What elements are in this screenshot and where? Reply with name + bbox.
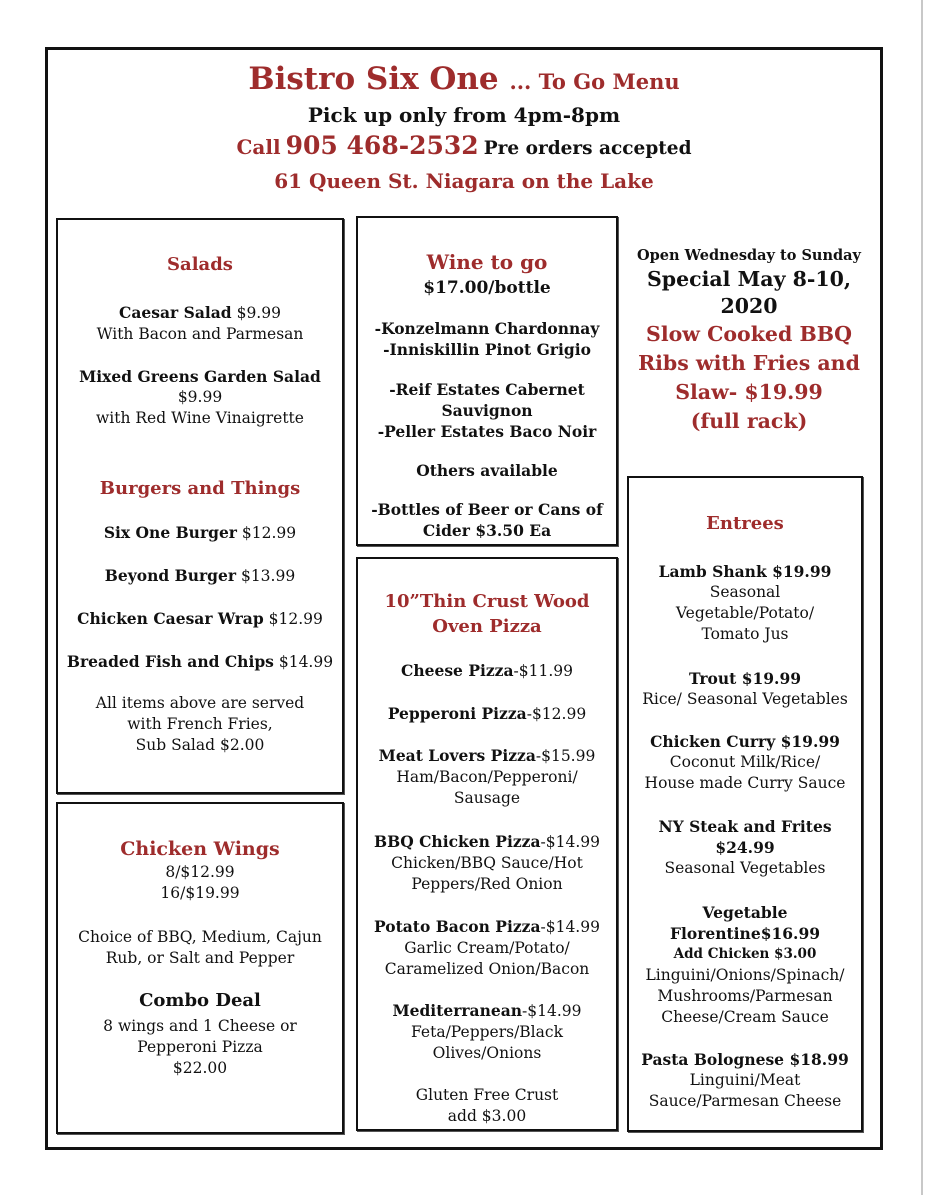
special-dish-line: Ribs with Fries and <box>638 351 860 375</box>
burger-item <box>58 565 342 587</box>
caesar-desc: With Bacon and Parmesan <box>96 325 304 343</box>
greens-desc: with Red Wine Vinaigrette <box>96 409 304 427</box>
restaurant-name: Bistro Six One <box>248 61 499 97</box>
pizza-desc: Ham/Bacon/Pepperoni/ <box>396 768 578 786</box>
burger-item-price: $12.99 <box>268 610 323 628</box>
entree-desc: Linguini/Onions/Spinach/ <box>645 966 845 984</box>
entree-desc: Cheese/Cream Sauce <box>661 1008 829 1026</box>
gluten-free-note <box>358 1085 616 1127</box>
combo-line: 8 wings and 1 Cheese or <box>103 1017 297 1035</box>
special-dish <box>620 320 878 436</box>
pizza-heading <box>358 589 616 639</box>
wine-box <box>356 216 618 546</box>
menu-header <box>48 60 880 196</box>
entree-name: Vegetable <box>702 903 788 922</box>
caesar-price: $9.99 <box>236 304 281 322</box>
pizza-heading-line: Oven Pizza <box>432 616 542 637</box>
menu-subtitle: ... To Go Menu <box>509 69 680 94</box>
pizza-item <box>358 831 616 895</box>
wine-heading: Wine to go <box>426 250 548 274</box>
pizza-item <box>358 703 616 725</box>
burger-item <box>58 522 342 544</box>
pizza-item <box>358 660 616 682</box>
pizza-name: BBQ Chicken Pizza <box>374 832 541 851</box>
pizza-price: -$14.99 <box>540 833 600 851</box>
wine-list-red <box>358 379 616 442</box>
entree-desc: Sauce/Parmesan Cheese <box>648 1092 842 1110</box>
entree-desc: Tomato Jus <box>701 625 789 643</box>
special-dish-line: (full rack) <box>690 409 808 433</box>
pizza-item <box>358 1000 616 1064</box>
pizza-name: Potato Bacon Pizza <box>374 917 541 936</box>
entree-desc: Rice/ Seasonal Vegetables <box>642 690 848 708</box>
pizza-price: -$14.99 <box>522 1002 582 1020</box>
salads-heading: Salads <box>167 254 233 275</box>
combo-line: Pepperoni Pizza <box>137 1038 263 1056</box>
wine-item: -Inniskillin Pinot Grigio <box>383 340 591 359</box>
pizza-heading-line: 10”Thin Crust Wood <box>384 591 590 612</box>
burgers-note <box>58 693 342 756</box>
wings-choice-line: Choice of BBQ, Medium, Cajun <box>78 928 322 946</box>
entree-desc: Linguini/Meat <box>689 1071 801 1089</box>
restaurant-title <box>48 60 880 101</box>
wings-price-16: 16/$19.99 <box>160 884 240 902</box>
caesar-name: Caesar Salad <box>119 303 232 322</box>
burger-item-name: Six One Burger <box>103 523 237 542</box>
pizza-desc: Feta/Peppers/Black <box>411 1023 563 1041</box>
entree-item <box>629 1049 861 1112</box>
entree-item <box>629 816 861 879</box>
beer-line: Cider $3.50 Ea <box>422 521 552 540</box>
entree-name: Lamb Shank $19.99 <box>658 562 832 581</box>
wings-price-8: 8/$12.99 <box>165 863 235 881</box>
wine-item: -Reif Estates Cabernet <box>389 380 585 399</box>
pizza-name: Pepperoni Pizza <box>387 704 527 723</box>
entrees-box <box>627 476 863 1132</box>
wine-item: -Peller Estates Baco Noir <box>377 422 597 441</box>
burger-item-name: Breaded Fish and Chips <box>66 652 274 671</box>
pizza-desc: Olives/Onions <box>432 1044 542 1062</box>
wings-box <box>56 802 344 1134</box>
entree-desc: Coconut Milk/Rice/ <box>669 753 821 771</box>
special-dish-line: Slaw- $19.99 <box>675 380 823 404</box>
burger-item <box>58 651 342 673</box>
pizza-name: Cheese Pizza <box>401 661 514 680</box>
greens-price: $9.99 <box>177 388 223 406</box>
greens-salad <box>58 366 342 429</box>
pizza-item <box>358 745 616 809</box>
pizza-price: -$15.99 <box>535 747 596 765</box>
pizza-name: Mediterranean <box>392 1001 523 1020</box>
wine-others: Others available <box>416 461 558 480</box>
pizza-desc: Garlic Cream/Potato/ <box>404 939 570 957</box>
pizza-price: -$14.99 <box>540 918 600 936</box>
special-year: 2020 <box>720 294 778 318</box>
pizza-desc: Caramelized Onion/Bacon <box>384 960 590 978</box>
entree-item <box>629 902 861 1028</box>
entree-name: Trout $19.99 <box>688 669 802 688</box>
entree-desc: Mushrooms/Parmesan <box>657 987 833 1005</box>
pizza-price: -$11.99 <box>513 662 573 680</box>
entree-name: Chicken Curry $19.99 <box>650 732 840 751</box>
pizza-item <box>358 916 616 980</box>
page-edge <box>921 0 923 1195</box>
entree-item <box>629 668 861 710</box>
wings-choice-line: Rub, or Salt and Pepper <box>105 949 295 967</box>
wings-prices <box>58 862 342 904</box>
caesar-salad <box>58 302 342 345</box>
burger-item <box>58 608 342 630</box>
entree-desc: Seasonal Vegetables <box>664 859 826 877</box>
wings-heading: Chicken Wings <box>120 838 280 860</box>
burgers-heading: Burgers and Things <box>99 478 301 499</box>
burgers-note-line: Sub Salad $2.00 <box>135 736 265 754</box>
burger-item-price: $12.99 <box>241 524 297 542</box>
burgers-note-line: with French Fries, <box>127 715 273 733</box>
burger-item-name: Chicken Caesar Wrap <box>77 609 264 628</box>
entree-price: $24.99 <box>715 838 775 857</box>
pizza-box <box>356 557 618 1131</box>
phone-number: 905 468-2532 <box>285 131 479 160</box>
entree-addon: Add Chicken $3.00 <box>673 946 817 962</box>
address: 61 Queen St. Niagara on the Lake <box>274 169 654 193</box>
entree-price: Florentine$16.99 <box>669 924 821 943</box>
entree-desc: House made Curry Sauce <box>644 774 846 792</box>
wine-list <box>358 318 616 360</box>
pizza-desc: Chicken/BBQ Sauce/Hot <box>391 854 583 872</box>
entree-desc: Vegetable/Potato/ <box>675 604 815 622</box>
pizza-desc: Peppers/Red Onion <box>411 875 563 893</box>
entree-name: NY Steak and Frites <box>658 817 832 836</box>
combo-price: $22.00 <box>172 1059 228 1077</box>
special-dish-line: Slow Cooked BBQ <box>646 322 852 346</box>
wine-price: $17.00/bottle <box>423 278 551 298</box>
burgers-note-line: All items above are served <box>95 694 305 712</box>
entree-desc: Seasonal <box>709 583 781 601</box>
phone-line <box>48 129 880 166</box>
entree-name: Pasta Bolognese $18.99 <box>641 1050 849 1069</box>
wine-item: -Konzelmann Chardonnay <box>374 319 600 338</box>
weekend-special <box>620 246 878 436</box>
pizza-price: -$12.99 <box>526 705 587 723</box>
burger-item-price: $14.99 <box>278 653 334 671</box>
call-label: Call <box>236 135 281 159</box>
beer-line: -Bottles of Beer or Cans of <box>371 500 603 519</box>
combo-deal <box>58 1016 342 1079</box>
entrees-heading: Entrees <box>706 513 784 534</box>
burger-item-price: $13.99 <box>240 567 296 585</box>
pickup-hours: Pick up only from 4pm-8pm <box>307 103 621 127</box>
combo-heading: Combo Deal <box>139 990 261 1011</box>
pizza-name: Meat Lovers Pizza <box>378 746 536 765</box>
entree-item <box>629 561 861 645</box>
wine-item: Sauvignon <box>441 401 533 420</box>
pizza-desc: Sausage <box>453 789 521 807</box>
special-date: Special May 8-10, <box>646 267 852 291</box>
wings-choice <box>58 927 342 969</box>
open-days: Open Wednesday to Sunday <box>637 247 861 264</box>
gluten-free-line: add $3.00 <box>447 1107 527 1125</box>
preorders-note: Pre orders accepted <box>483 138 692 159</box>
entree-item <box>629 731 861 794</box>
greens-name: Mixed Greens Garden Salad <box>79 367 321 386</box>
burger-item-name: Beyond Burger <box>104 566 237 585</box>
gluten-free-line: Gluten Free Crust <box>415 1086 559 1104</box>
salads-burgers-box <box>56 218 344 794</box>
beer-cider <box>358 499 616 541</box>
